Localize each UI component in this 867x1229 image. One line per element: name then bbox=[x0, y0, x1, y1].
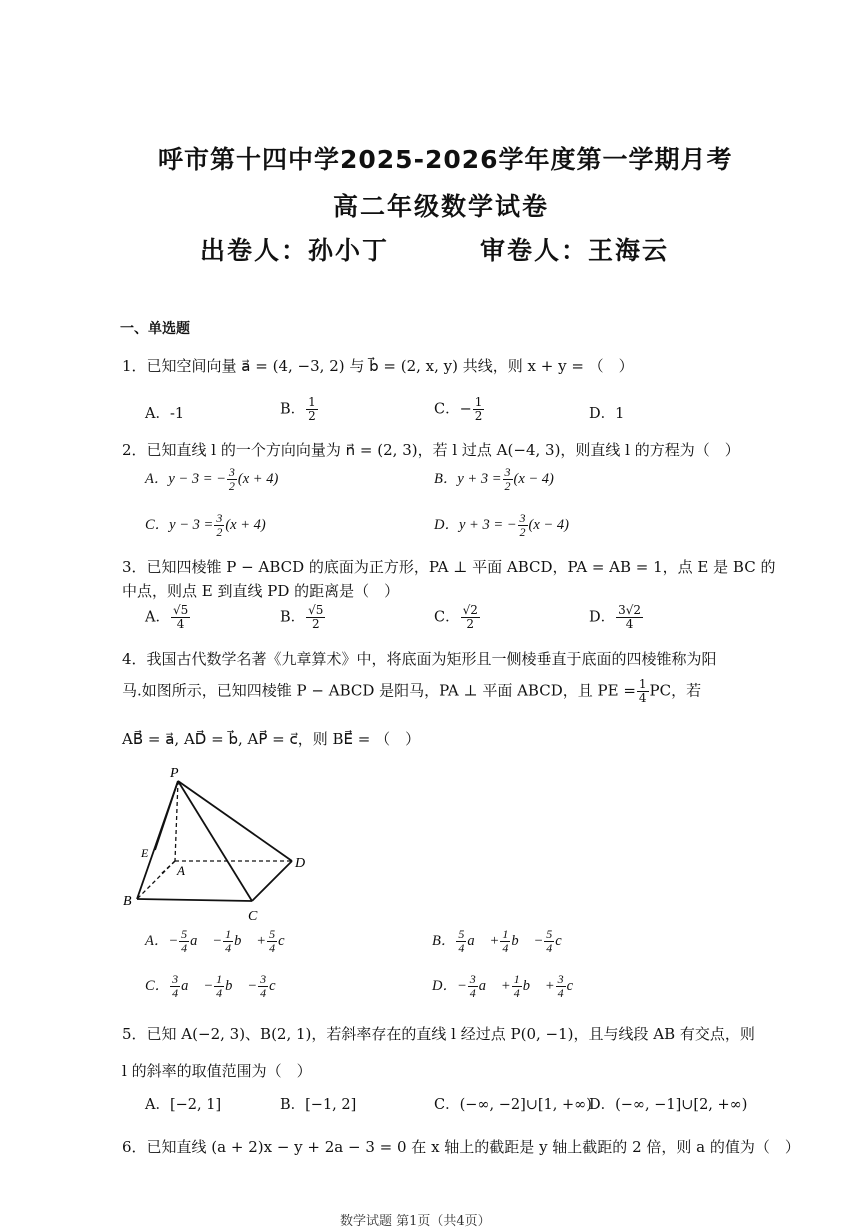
exam-reviewer: 审卷人：王海云 bbox=[480, 236, 670, 265]
question-6-stem: 6．已知直线 (a + 2)x − y + 2a − 3 = 0 在 x 轴上的截距是 y 轴上截距的 2 倍，则 a 的值为（ ） bbox=[122, 1138, 800, 1156]
q4-option-c: C． $\frac{3}{4}$ a⃗ − $\frac{1}{4}$ b⃗ − $\frac{3}{4}$ c⃗ bbox=[145, 972, 287, 1000]
q5-option-c: C．(−∞, −2]∪[1, +∞) bbox=[434, 1097, 592, 1113]
label-B: B bbox=[123, 894, 132, 909]
q3-option-b: B． $\frac{√5}{2}$ bbox=[280, 603, 324, 631]
q2-option-c: C．y − 3 = $\frac{3}{2}$ (x + 4) bbox=[145, 511, 266, 539]
q1-option-d: D．1 bbox=[589, 406, 625, 422]
question-4-stem-line3: AB⃗ = a⃗, AD⃗ = b⃗, AP⃗ = c⃗，则 BE⃗ = （ ） bbox=[122, 730, 421, 748]
q4-option-d: D．− $\frac{3}{4}$ a⃗ + $\frac{1}{4}$ b⃗ + $\frac{3}{4}$ c⃗ bbox=[432, 972, 585, 1000]
label-E: E bbox=[141, 846, 149, 860]
question-3-stem-line2: 中点，则点 E 到直线 PD 的距离是（ ） bbox=[122, 582, 400, 600]
label-C: C bbox=[248, 909, 258, 924]
label-P: P bbox=[170, 766, 179, 781]
q5-option-b: B．[−1, 2] bbox=[280, 1097, 357, 1113]
edge-PD bbox=[178, 781, 292, 861]
label-D: D bbox=[295, 856, 306, 871]
q1-option-b: B． $\frac{1}{2}$ bbox=[280, 395, 316, 423]
question-3-stem-line1: 3．已知四棱锥 P − ABCD 的底面为正方形，PA ⊥ 平面 ABCD，PA = AB = 1，点 E 是 BC 的 bbox=[122, 558, 776, 576]
question-1-stem: 1．已知空间向量 a⃗ = (4, −3, 2) 与 b⃗ = (2, x, y) 共线，则 x + y = （ ） bbox=[122, 357, 634, 375]
q2-option-d: D．y + 3 = − $\frac{3}{2}$ (x − 4) bbox=[434, 511, 569, 539]
question-4-stem-line1: 4．我国古代数学名著《九章算术》中，将底面为矩形且一侧棱垂直于底面的四棱锥称为阳 bbox=[122, 650, 717, 668]
q1-option-c: C．− $\frac{1}{2}$ bbox=[434, 395, 483, 423]
exam-subtitle: 高二年级数学试卷 bbox=[333, 192, 550, 221]
question-5-stem-line1: 5．已知 A(−2, 3)、B(2, 1)，若斜率存在的直线 l 经过点 P(0, −1)，且与线段 AB 有交点，则 bbox=[122, 1025, 755, 1043]
q2-option-b: B．y + 3 = $\frac{3}{2}$ (x − 4) bbox=[434, 465, 554, 493]
exam-title: 呼市第十四中学2025-2026学年度第一学期月考 bbox=[158, 145, 733, 174]
q3-option-a: A． $\frac{√5}{4}$ bbox=[145, 603, 189, 631]
edge-PA bbox=[175, 781, 178, 861]
q2-option-a: A．y − 3 = − $\frac{3}{2}$ (x + 4) bbox=[145, 465, 279, 493]
edge-CD bbox=[252, 861, 292, 901]
q1-option-a: A．-1 bbox=[145, 406, 185, 422]
question-5-stem-line2: l 的斜率的取值范围为（ ） bbox=[122, 1062, 312, 1080]
edge-BC bbox=[137, 899, 252, 901]
question-2-stem: 2．已知直线 l 的一个方向向量为 n⃗ = (2, 3)，若 l 过点 A(−4, 3)，则直线 l 的方程为（ ） bbox=[122, 441, 740, 459]
q3-option-c: C． $\frac{√2}{2}$ bbox=[434, 603, 478, 631]
edge-PC bbox=[178, 781, 252, 901]
q5-option-d: D．(−∞, −1]∪[2, +∞) bbox=[589, 1097, 748, 1113]
q3-option-d: D． $\frac{3√2}{4}$ bbox=[589, 603, 642, 631]
q5-option-a: A．[−2, 1] bbox=[145, 1097, 222, 1113]
edge-AE bbox=[160, 861, 175, 875]
question-4-stem-line2: 马.如图所示，已知四棱锥 P − ABCD 是阳马，PA ⊥ 平面 ABCD，且 PE = $\frac{1}{4}$ PC，若 bbox=[122, 677, 702, 705]
q4-option-b: B． $\frac{5}{4}$ a⃗ + $\frac{1}{4}$ b⃗ − $\frac{5}{4}$ c⃗ bbox=[432, 927, 573, 955]
q4-option-a: A．− $\frac{5}{4}$ a⃗ − $\frac{1}{4}$ b⃗ + $\frac{5}{4}$ c⃗ bbox=[145, 927, 296, 955]
exam-author: 出卷人：孙小丁 bbox=[200, 236, 390, 265]
pyramid-figure bbox=[115, 755, 325, 925]
label-A: A bbox=[177, 863, 185, 878]
page-footer: 数学试题 第1页（共4页） bbox=[340, 1214, 491, 1229]
edge-PE bbox=[155, 781, 178, 850]
section-heading: 一、单选题 bbox=[120, 321, 190, 337]
